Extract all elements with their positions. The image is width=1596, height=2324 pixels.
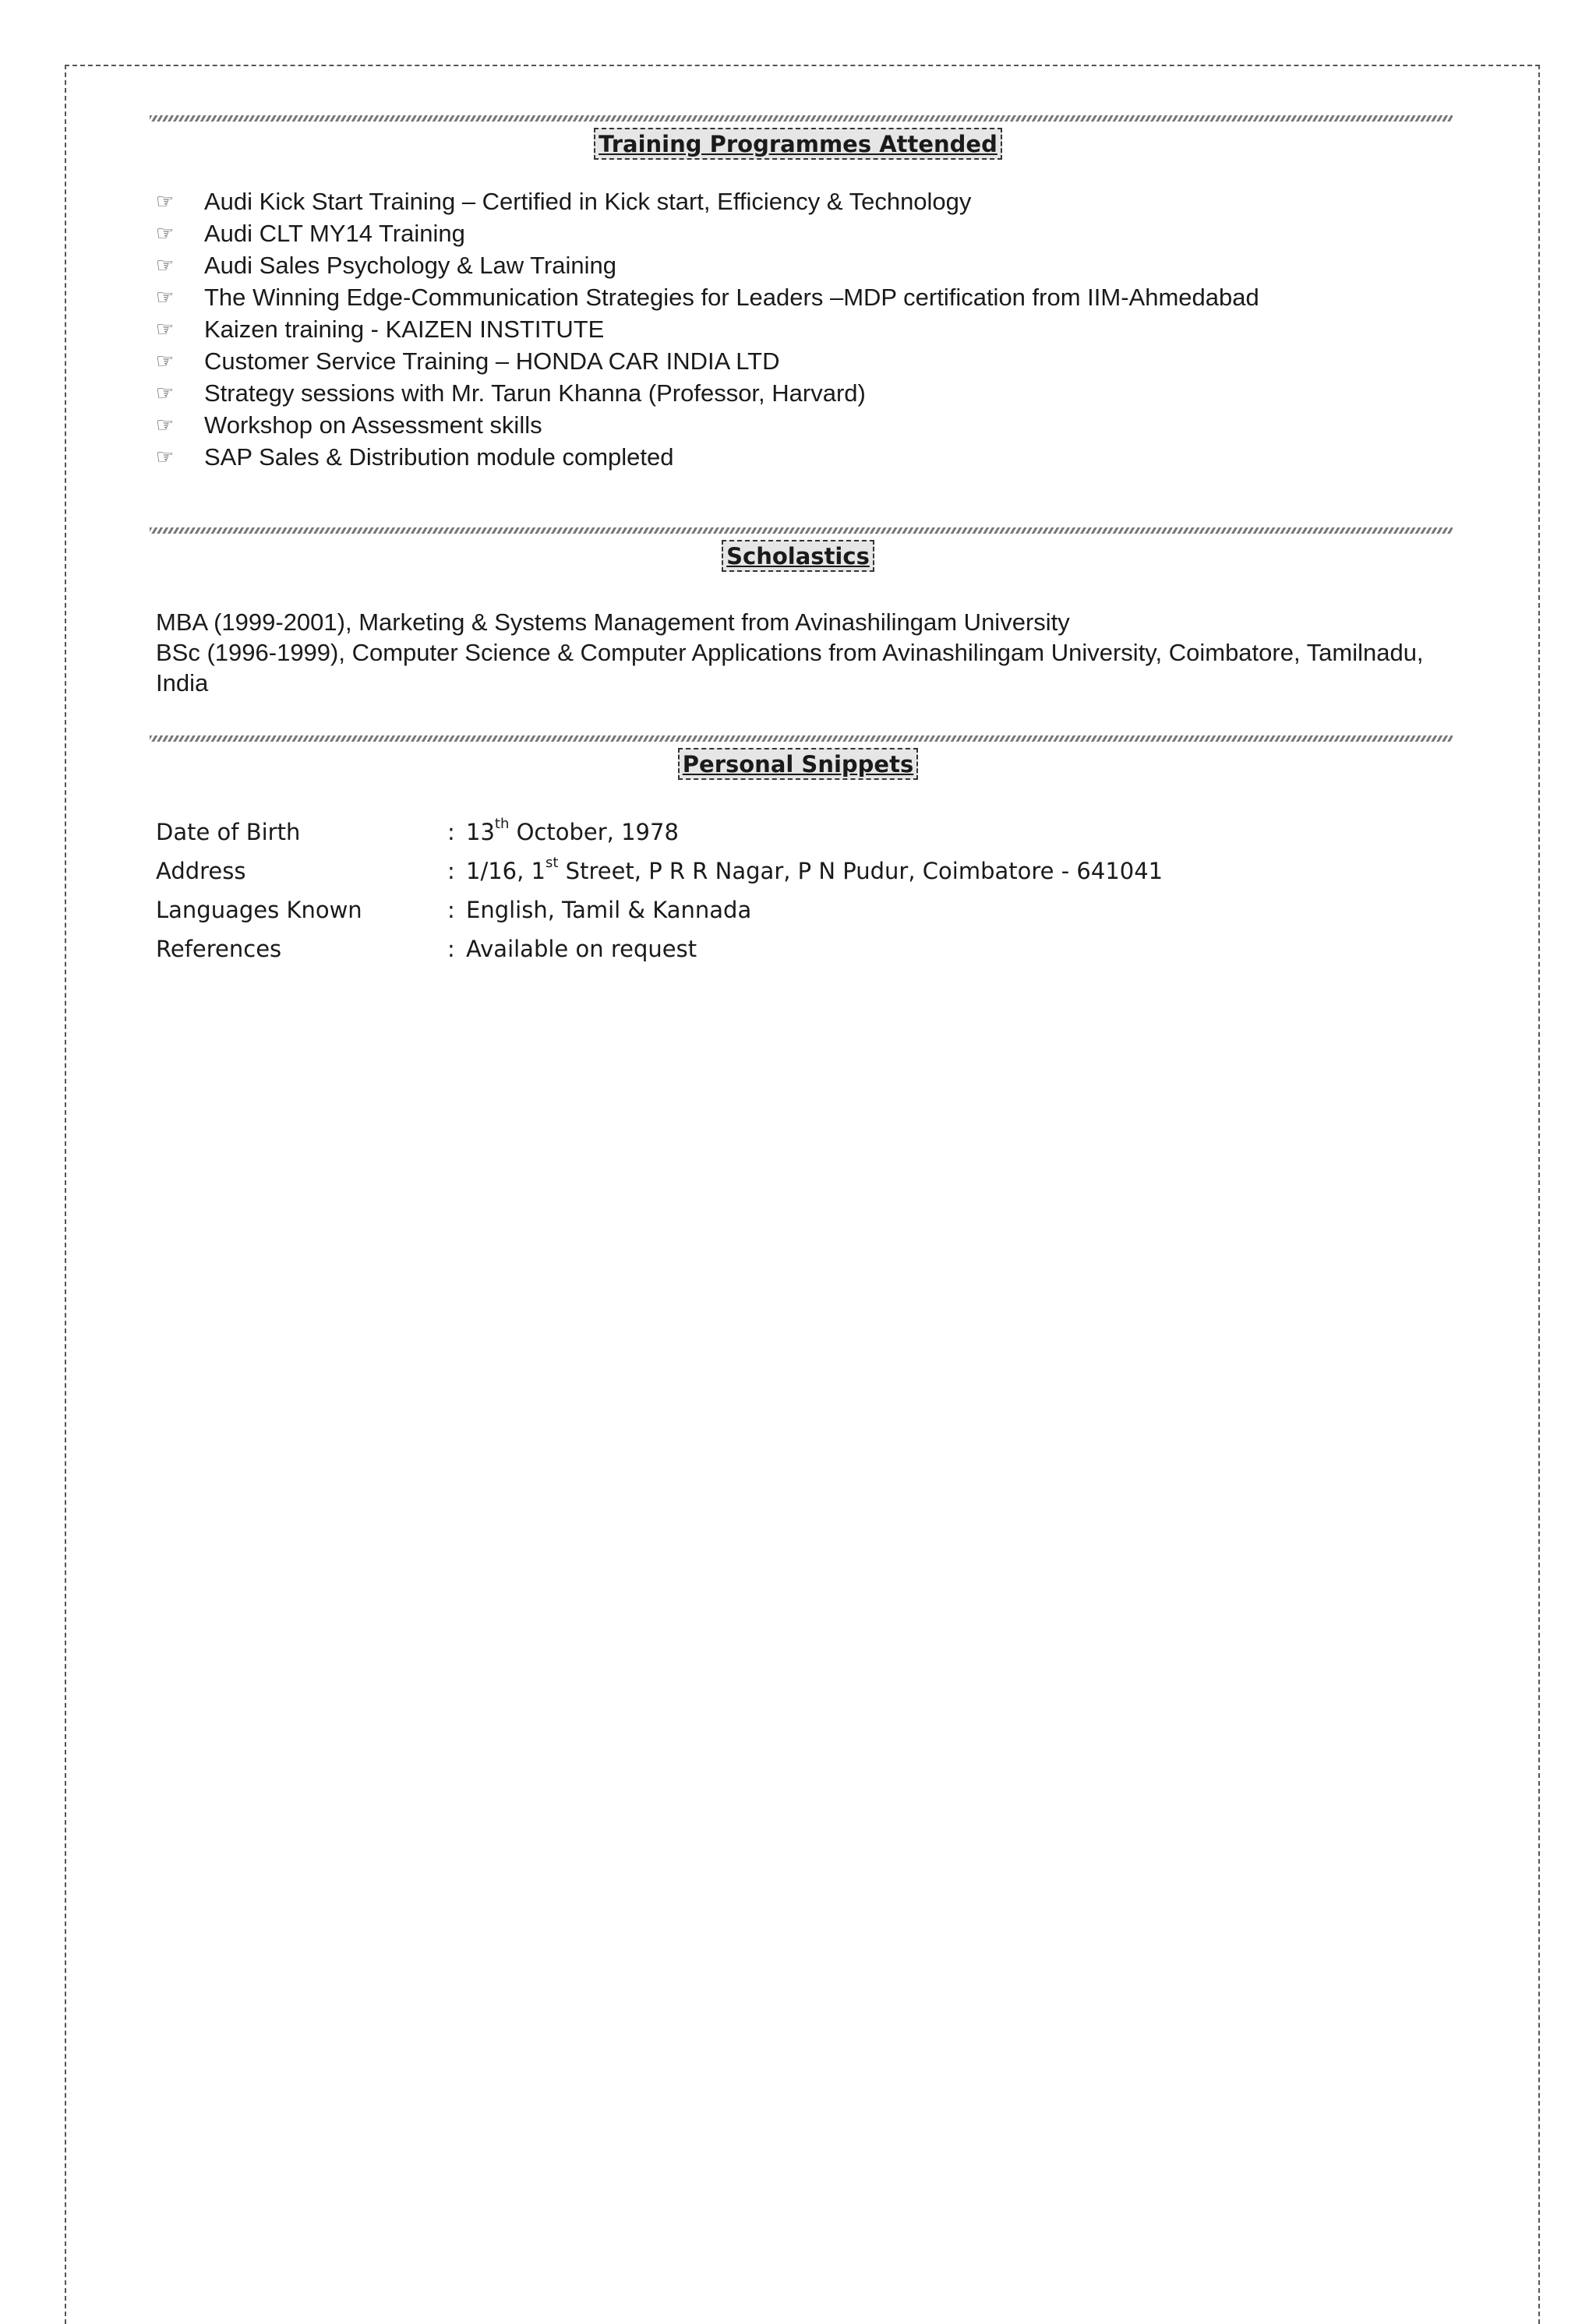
pointing-hand-icon: ☞ bbox=[156, 413, 175, 436]
training-list bbox=[156, 185, 1259, 473]
section-divider bbox=[150, 735, 1453, 742]
list-item: ☞ Kaizen training - KAIZEN INSTITUTE bbox=[156, 313, 1259, 345]
pointing-hand-icon: ☞ bbox=[156, 445, 175, 468]
detail-label: References bbox=[156, 936, 282, 962]
personal-heading bbox=[0, 748, 1596, 780]
pointing-hand-icon: ☞ bbox=[156, 253, 175, 277]
detail-label: Address bbox=[156, 858, 246, 884]
pointing-hand-icon: ☞ bbox=[156, 189, 175, 213]
personal-title: Personal Snippets bbox=[678, 748, 918, 780]
list-item: ☞ Audi Kick Start Training – Certified in Kick start, Efficiency & Technology bbox=[156, 185, 1259, 217]
training-heading bbox=[0, 128, 1596, 160]
pointing-hand-icon: ☞ bbox=[156, 349, 175, 372]
list-item: ☞ Audi Sales Psychology & Law Training bbox=[156, 249, 1259, 281]
list-item: ☞ Audi CLT MY14 Training bbox=[156, 217, 1259, 249]
pointing-hand-icon: ☞ bbox=[156, 381, 175, 404]
pointing-hand-icon: ☞ bbox=[156, 317, 175, 340]
pointing-hand-icon: ☞ bbox=[156, 221, 175, 245]
scholastics-body bbox=[156, 607, 1449, 698]
education-line: BSc (1996-1999), Computer Science & Computer Applications from Avinashilingam University, Coimbatore, Tamilnadu, India bbox=[156, 639, 1424, 696]
detail-value: English, Tamil & Kannada bbox=[466, 897, 752, 923]
detail-value: Available on request bbox=[466, 936, 697, 962]
scholastics-title: Scholastics bbox=[722, 540, 874, 572]
list-item: ☞ Strategy sessions with Mr. Tarun Khanna (Professor, Harvard) bbox=[156, 377, 1259, 409]
pointing-hand-icon: ☞ bbox=[156, 285, 175, 309]
list-item: ☞ The Winning Edge-Communication Strategies for Leaders –MDP certification from IIM-Ahmedabad bbox=[156, 281, 1259, 313]
detail-row-languages bbox=[156, 890, 1163, 929]
detail-separator: : bbox=[447, 936, 455, 962]
training-title: Training Programmes Attended bbox=[594, 128, 1002, 160]
detail-separator: : bbox=[447, 858, 455, 884]
education-line: MBA (1999-2001), Marketing & Systems Management from Avinashilingam University bbox=[156, 608, 1070, 636]
section-divider bbox=[150, 115, 1453, 122]
detail-value: 13th October, 1978 bbox=[466, 816, 679, 845]
detail-row-address bbox=[156, 852, 1163, 890]
detail-value: 1/16, 1st Street, P R R Nagar, P N Pudur, Coimbatore - 641041 bbox=[466, 855, 1163, 884]
scholastics-heading bbox=[0, 540, 1596, 572]
detail-row-dob bbox=[156, 813, 1163, 852]
detail-separator: : bbox=[447, 819, 455, 845]
detail-label: Languages Known bbox=[156, 897, 362, 923]
section-divider bbox=[150, 527, 1453, 534]
detail-label: Date of Birth bbox=[156, 819, 301, 845]
personal-details bbox=[156, 813, 1163, 968]
list-item: ☞ Workshop on Assessment skills bbox=[156, 409, 1259, 441]
detail-separator: : bbox=[447, 897, 455, 923]
list-item: ☞ Customer Service Training – HONDA CAR INDIA LTD bbox=[156, 345, 1259, 377]
list-item: ☞ SAP Sales & Distribution module completed bbox=[156, 441, 1259, 473]
detail-row-references bbox=[156, 929, 1163, 968]
